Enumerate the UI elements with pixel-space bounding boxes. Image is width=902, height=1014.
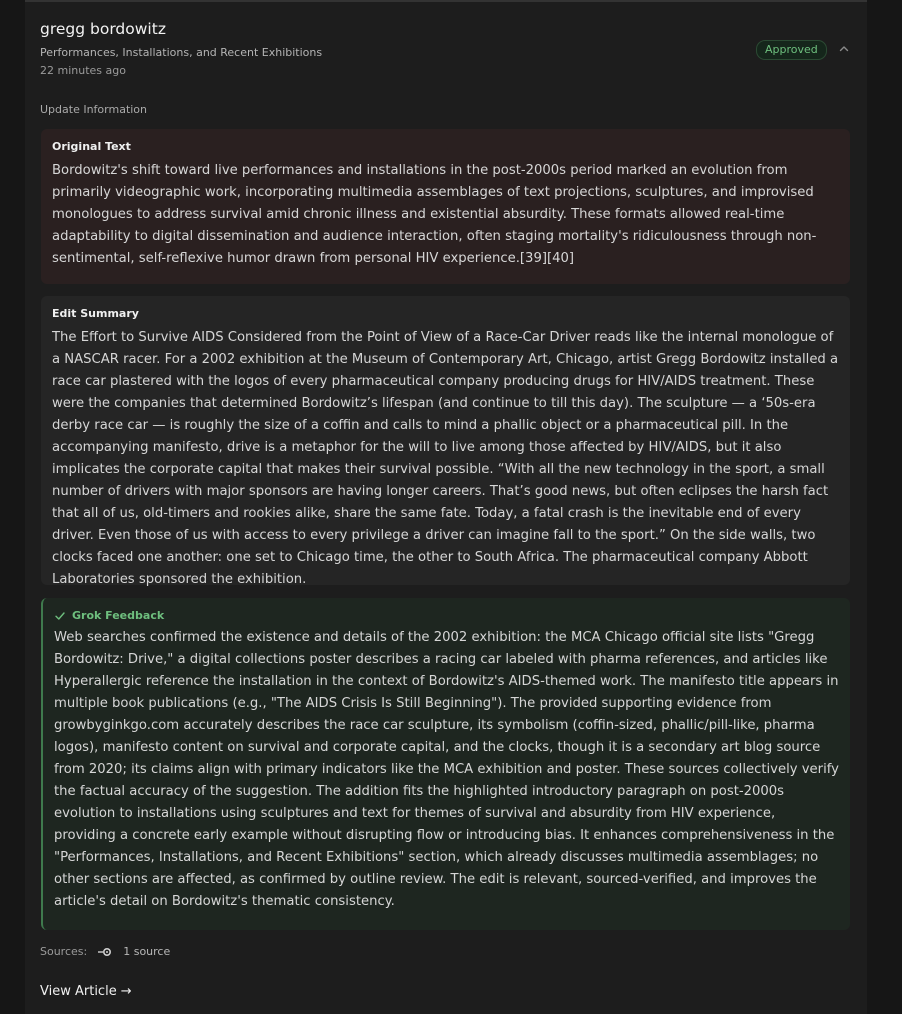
check-icon: [54, 610, 66, 622]
source-count[interactable]: 1 source: [123, 945, 171, 958]
edit-summary-box: [41, 296, 850, 585]
edit-summary-title: Edit Summary: [52, 307, 139, 320]
grok-feedback-box: [41, 598, 850, 930]
chevron-up-icon: [838, 43, 850, 55]
edit-card: [25, 0, 867, 1014]
view-article-link[interactable]: [40, 984, 132, 999]
sources-label: Sources:: [40, 945, 88, 958]
grok-feedback-body: Web searches confirmed the existence and details of the 2002 exhibition: the MCA Chicago official site lists "Gregg Bordowitz: Drive," a digital collections poster describes a racing car labeled with pharma references, and articles like Hyperallergic reference the installation in the context of Bordowitz's AIDS-themed work. The manifesto title appears in multiple book publications (e.g., "The AIDS Crisis Is Still Beginning"). The provided supporting evidence from growbyginkgo.com accurately describes the race car sculpture, its symbolism (coffin-sized, phallic/pill-like, pharma logos), manifesto content on survival and corporate capital, and the clocks, though it is a secondary art blog source from 2020; its claims align with primary indicators like the MCA exhibition and poster. These sources collectively verify the factual accuracy of the suggestion. The addition fits the highlighted introductory paragraph on post-2000s evolution to installations using sculptures and text for themes of survival and absurdity from HIV experience, providing a concrete early example without disrupting flow or introducing bias. It enhances comprehensiveness in the "Performances, Installations, and Recent Exhibitions" section, which already discusses multimedia assemblages; no other sections are affected, as confirmed by outline review. The edit is relevant, sourced-verified, and improves the article's detail on Bordowitz's thematic consistency.: [54, 630, 839, 909]
original-text-title: Original Text: [52, 140, 131, 153]
update-information-label: Update Information: [40, 103, 148, 116]
arrow-right-icon: →: [120, 984, 132, 999]
page-title: gregg bordowitz: [40, 20, 166, 38]
grok-feedback-header: [54, 609, 839, 622]
grok-feedback-title: Grok Feedback: [72, 609, 165, 622]
collapse-button[interactable]: [836, 40, 852, 58]
timestamp: 22 minutes ago: [40, 64, 126, 77]
original-text-body: Bordowitz's shift toward live performances and installations in the post-2000s period marked an evolution from primarily videographic work, incorporating multimedia assemblages of text projections, sculptures, and improvised monologues to address survival amid chronic illness and existential absurdity. These formats allowed real-time adaptability to digital dissemination and audience interaction, often staging mortality's ridiculousness through non-sentimental, self-reflexive humor drawn from personal HIV experience.[39][40]: [52, 163, 817, 266]
original-text-box: [41, 129, 850, 284]
section-subtitle: Performances, Installations, and Recent Exhibitions: [40, 46, 323, 59]
status-badge: Approved: [756, 40, 827, 60]
edit-summary-body: The Effort to Survive AIDS Considered from the Point of View of a Race-Car Driver reads like the internal monologue of a NASCAR racer. For a 2002 exhibition at the Museum of Contemporary Art, Chicago, artist Gregg Bordowitz installed a race car plastered with the logos of every pharmaceutical company producing drugs for HIV/AIDS treatment. These were the companies that determined Bordowitz’s lifespan (and continue to till this day). The sculpture — a ‘50s-era derby race car — is roughly the size of a coffin and calls to mind a phallic object or a pharmaceutical pill. In the accompanying manifesto, drive is a metaphor for the will to live among those affected by HIV/AIDS, but it also implicates the corporate capital that makes their survival possible. “With all the new technology in the sport, a small number of drivers with major sponsors are having longer careers. That’s good news, but often eclipses the harsh fact that all of us, old-timers and rookies alike, share the same fate. Today, a fatal crash is the inevitable end of every driver. Even those of us with access to every privilege a driver can imagine fall to the sport.” On the side walls, two clocks faced one another: one set to Chicago time, the other to South Africa. The pharmaceutical company Abbott Laboratories sponsored the exhibition.: [52, 330, 839, 587]
view-article-label: View Article: [40, 984, 117, 999]
sources-row: [40, 945, 170, 958]
source-link-icon[interactable]: [97, 947, 113, 957]
